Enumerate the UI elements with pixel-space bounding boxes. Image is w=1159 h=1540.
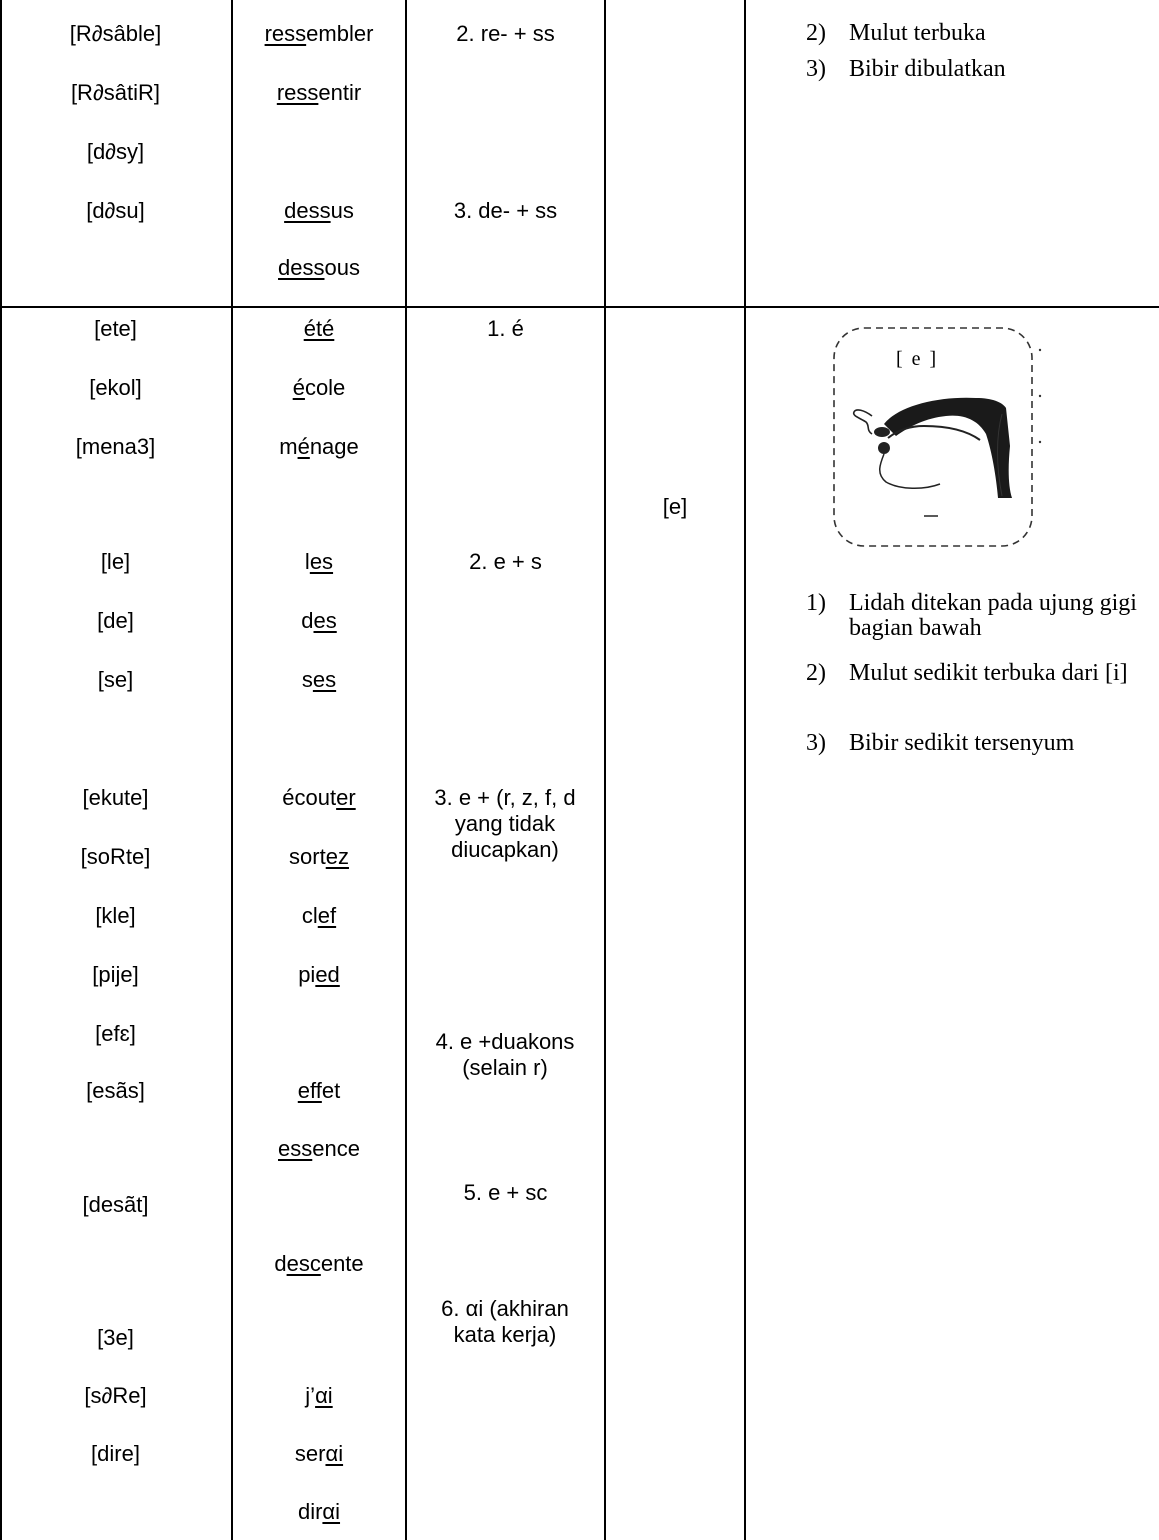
word-lead: d	[274, 1251, 287, 1276]
example-word	[233, 667, 405, 693]
phonetic-transcription: [d∂su]	[86, 198, 145, 223]
underlined-part: αi	[325, 1441, 344, 1466]
word-lead: m	[279, 434, 298, 459]
note-number: 2)	[806, 20, 826, 46]
example-word	[233, 375, 405, 401]
phonetic-transcription: [3e]	[97, 1325, 134, 1350]
phonetic-transcription: [dire]	[91, 1441, 140, 1466]
phonetic-transcription: [esãs]	[86, 1078, 145, 1103]
phonetic-transcription: [le]	[100, 549, 131, 574]
underlined-part: es	[309, 549, 334, 574]
articulation-note: Bibir sedikit tersenyum	[849, 730, 1075, 756]
example-word	[233, 903, 405, 929]
example-word	[233, 608, 405, 634]
phonetic-transcription: [pije]	[92, 962, 139, 987]
word-lead: s	[301, 667, 313, 692]
underlined-part: αi	[322, 1499, 341, 1524]
underlined-part: é	[292, 375, 305, 400]
underlined-part: ef	[317, 903, 337, 928]
phoneme-symbol: [e]	[662, 494, 688, 519]
word-rest: et	[321, 1078, 341, 1103]
spelling-rule: 6. αi (akhiran kata kerja)	[441, 1296, 569, 1347]
word-rest: cole	[304, 375, 346, 400]
example-word	[233, 21, 405, 47]
articulation-note: Lidah ditekan pada ujung gigi bagian bawah	[849, 590, 1137, 641]
spelling-rule: 3. e + (r, z, f, d yang tidak diucapkan)	[434, 785, 576, 862]
spelling-rule: 3. de- + ss	[453, 198, 558, 223]
word-rest: us	[330, 198, 354, 223]
column-divider-1	[231, 0, 233, 1540]
underlined-part: er	[336, 785, 356, 810]
word-rest: nage	[309, 434, 359, 459]
underlined-part: eff	[297, 1078, 322, 1103]
spelling-rule: 2. re- + ss	[456, 21, 555, 46]
articulation-note: Mulut sedikit terbuka dari [i]	[849, 660, 1128, 686]
phonetic-transcription: [R∂sâtiR]	[70, 80, 161, 105]
word-lead: ser	[294, 1441, 326, 1466]
word-rest: ente	[320, 1251, 364, 1276]
phonetic-transcription: [desãt]	[82, 1192, 149, 1217]
underlined-part: ess	[278, 1136, 313, 1161]
example-word	[233, 1499, 405, 1525]
phonetic-transcription: [ekol]	[89, 375, 142, 400]
word-rest: entir	[318, 80, 362, 105]
column-divider-3	[604, 0, 606, 1540]
word-lead: pi	[298, 962, 316, 987]
example-word	[233, 1251, 405, 1277]
example-word	[233, 255, 405, 281]
example-word	[233, 1383, 405, 1409]
row-divider	[0, 306, 1159, 308]
underlined-part: ed	[315, 962, 340, 987]
example-word	[233, 316, 405, 342]
column-divider-4	[744, 0, 746, 1540]
phonetic-transcription: [soRte]	[80, 844, 151, 869]
underlined-part: es	[312, 667, 337, 692]
phonetic-transcription: [s∂Re]	[84, 1383, 147, 1408]
example-word	[233, 785, 405, 811]
phonetic-transcription: [R∂sâble]	[69, 21, 162, 46]
articulation-note: Mulut terbuka	[849, 20, 986, 46]
column-divider-2	[405, 0, 407, 1540]
example-word	[233, 80, 405, 106]
phonetic-transcription: [d∂sy]	[86, 139, 145, 164]
phonetic-transcription: [ete]	[94, 316, 137, 341]
word-lead: sort	[289, 844, 326, 869]
word-lead: dir	[297, 1499, 323, 1524]
underlined-part: αi	[315, 1383, 333, 1408]
word-lead: j’	[305, 1383, 316, 1408]
underlined-part: été	[303, 316, 335, 341]
example-word	[233, 962, 405, 988]
example-word	[233, 844, 405, 870]
example-word	[233, 198, 405, 224]
underlined-part: esc	[286, 1251, 321, 1276]
diagram-label: [ e ]	[896, 348, 939, 370]
underlined-part: ez	[325, 844, 349, 869]
note-number: 2)	[806, 660, 826, 686]
underlined-part: ress	[264, 21, 307, 46]
example-word	[233, 434, 405, 460]
underlined-part: é	[297, 434, 310, 459]
underlined-part: ress	[276, 80, 319, 105]
spelling-rule: 2. e + s	[469, 549, 542, 574]
underlined-part: dess	[284, 198, 331, 223]
underlined-part: es	[313, 608, 337, 633]
mouth-articulation-diagram	[826, 326, 1046, 548]
example-word	[233, 1078, 405, 1104]
phonetic-transcription: [ekute]	[82, 785, 149, 810]
word-lead: cl	[301, 903, 318, 928]
word-lead: écout	[282, 785, 337, 810]
underlined-part: dess	[278, 255, 325, 280]
spelling-rule: 1. é	[487, 316, 524, 341]
word-rest: ence	[312, 1136, 360, 1161]
example-word	[233, 1441, 405, 1467]
spelling-rule: 5. e + sc	[463, 1180, 548, 1205]
note-number: 1)	[806, 590, 826, 616]
note-number: 3)	[806, 730, 826, 756]
word-lead: d	[301, 608, 314, 633]
phonetic-transcription: [efɛ]	[95, 1021, 136, 1046]
word-lead: l	[304, 549, 310, 574]
example-word	[233, 1136, 405, 1162]
spelling-rule: 4. e +duakons (selain r)	[435, 1029, 575, 1080]
phonetic-transcription: [se]	[97, 667, 134, 692]
phonetic-transcription: [kle]	[95, 903, 136, 928]
word-rest: ous	[324, 255, 360, 280]
phonetic-transcription: [mena3]	[75, 434, 156, 459]
articulation-note: Bibir dibulatkan	[849, 56, 1006, 82]
table-border-left	[0, 0, 2, 1540]
phonetic-transcription: [de]	[97, 608, 134, 633]
note-number: 3)	[806, 56, 826, 82]
word-rest: embler	[306, 21, 374, 46]
example-word	[233, 549, 405, 575]
